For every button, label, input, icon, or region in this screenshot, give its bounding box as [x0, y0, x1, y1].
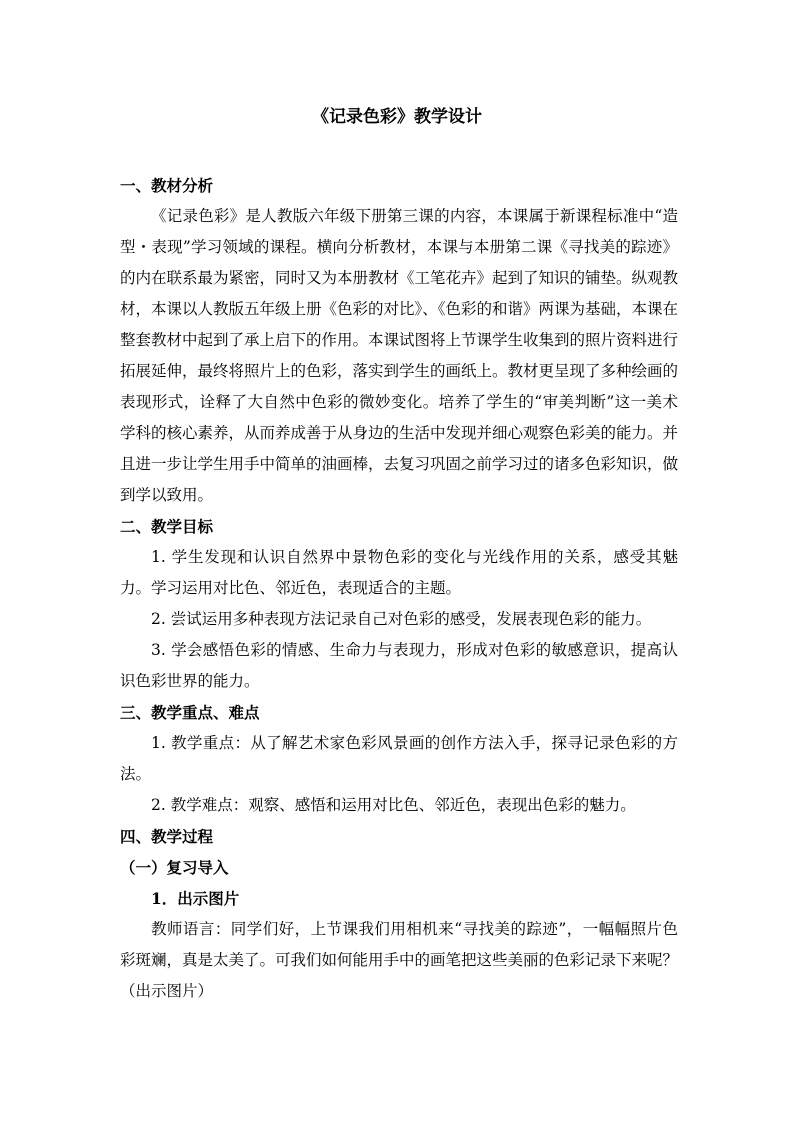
- section-heading-analysis: 一、教材分析: [120, 176, 214, 195]
- section-heading-objectives: 二、教学目标: [120, 517, 214, 536]
- document-body: [120, 170, 678, 1007]
- section-heading-process: 四、教学过程: [120, 827, 214, 846]
- objective-item-3: 3. 学会感悟色彩的情感、生命力与表现力，形成对色彩的敏感意识，提高认识色彩世界的能力。: [120, 641, 678, 690]
- process-step-show-images: 1．出示图片: [151, 889, 240, 908]
- section-heading-key-points: 三、教学重点、难点: [120, 703, 260, 722]
- objective-item-1: 1. 学生发现和认识自然界中景物色彩的变化与光线作用的关系，感受其魅力。学习运用对比色、邻近色，表现适合的主题。: [120, 548, 678, 597]
- document-title: 《记录色彩》教学设计: [312, 107, 482, 127]
- key-point-item-2: 2. 教学难点：观察、感悟和运用对比色、邻近色，表现出色彩的魅力。: [151, 796, 636, 814]
- process-paragraph: 教师语言：同学们好，上节课我们用相机来“寻找美的踪迹”，一幅幅照片色彩斑斓，真是太美了。可我们如何能用手中的画笔把这些美丽的色彩记录下来呢？（出示图片）: [120, 920, 679, 1000]
- process-subheading-review: （一）复习导入: [120, 858, 229, 877]
- analysis-paragraph: 《记录色彩》是人教版六年级下册第三课的内容，本课属于新课程标准中“造型・表现”学习领域的课程。横向分析教材，本课与本册第二课《寻找美的踪迹》的内在联系最为紧密，同时又为本册教材《工笔花卉》起到了知识的铺垫。纵观教材，本课以人教版五年级上册《色彩的对比》、《色彩的和谐》两课为基础，本课在整套教材中起到了承上启下的作用。本课试图将上节课学生收集到的照片资料进行拓展延伸，最终将照片上的色彩，落实到学生的画纸上。教材更呈现了多种绘画的表现形式，诠释了大自然中色彩的微妙变化。培养了学生的“审美判断”这一美术学科的核心素养，从而养成善于从身边的生活中发现并细心观察色彩美的能力。并且进一步让学生用手中简单的油画棒，去复习巩固之前学习过的诸多色彩知识，做到学以致用。: [120, 207, 679, 504]
- objective-item-2: 2. 尝试运用多种表现方法记录自己对色彩的感受，发展表现色彩的能力。: [151, 610, 652, 628]
- key-point-item-1: 1. 教学重点：从了解艺术家色彩风景画的创作方法入手，探寻记录色彩的方法。: [120, 734, 678, 783]
